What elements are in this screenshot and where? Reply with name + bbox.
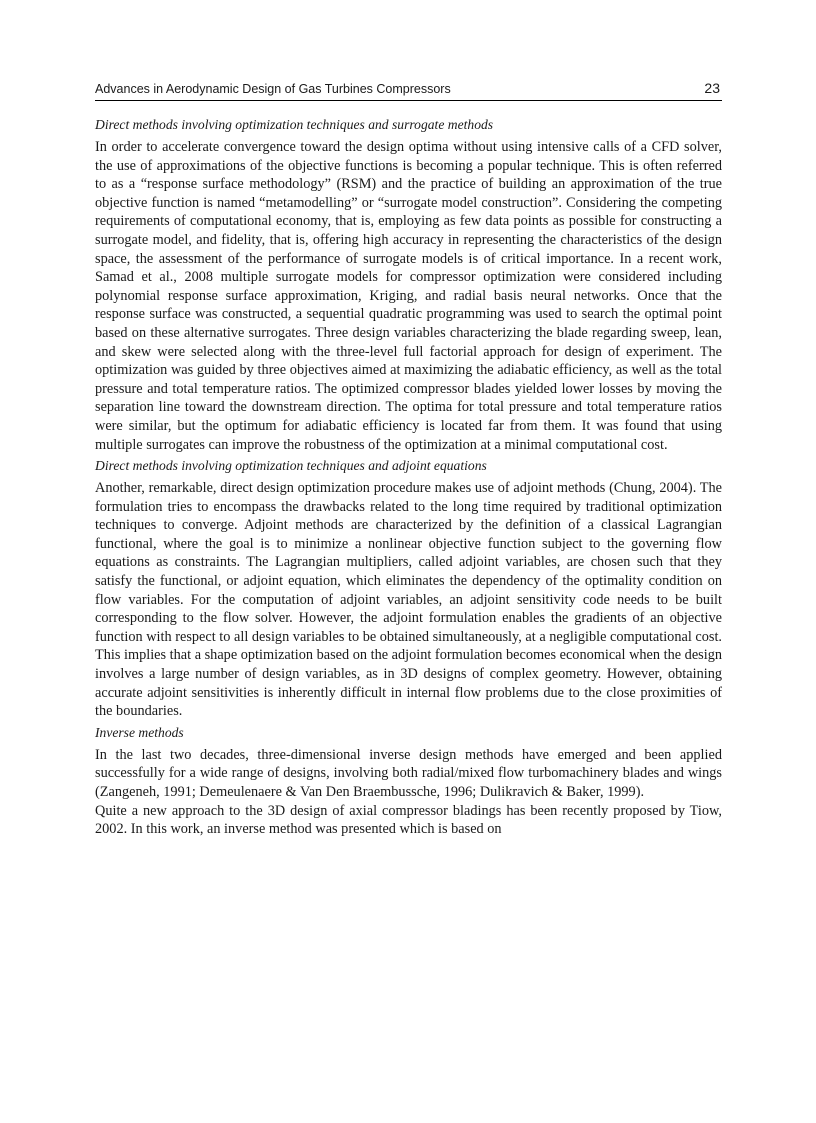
section-heading-inverse-methods: Inverse methods xyxy=(95,724,184,740)
page-body xyxy=(95,116,722,839)
section-heading-adjoint-equations: Direct methods involving optimization techniques and adjoint equations xyxy=(95,458,487,474)
paragraph-inverse-methods-1: In the last two decades, three-dimensional inverse design methods have emerged and been applied successfully for a wide range of designs, involving both radial/mixed flow turbomachinery blades and wings (Zangeneh, 1991; Demeulenaere & Van Den Braembussche, 1996; Dulikravich & Baker, 1999). xyxy=(95,746,722,800)
running-header xyxy=(95,80,722,101)
paragraph-surrogate-methods: In order to accelerate convergence toward the design optima without using intensive calls of a CFD solver, the use of approximations of the objective functions is becoming a popular technique. This is often referred to as a “response surface methodology” (RSM) and the practice of building an approximation of the true objective function is named “metamodelling” or “surrogate model construction”. Considering the competing requirements of computational economy, that is, employing as few data points as possible for constructing a surrogate model, and fidelity, that is, offering high accuracy in representing the characteristics of the design space, the assessment of the performance of surrogate models is of critical importance. In a recent work, Samad et al., 2008 multiple surrogate models for compressor optimization were considered including polynomial response surface approximation, Kriging, and radial basis neural networks. Once that the response surface was constructed, a sequential quadratic programming was used to search the optimal point based on these alternative surrogates. Three design variables characterizing the blade regarding sweep, lean, and skew were selected along with the three-level full factorial approach for design of experiment. The optimization was guided by three objectives aimed at maximizing the adiabatic efficiency, as well as the total pressure and total temperature ratios. The optimized compressor blades yielded lower losses by moving the separation line toward the downstream direction. The optima for total pressure and total temperature ratios were similar, but the optimum for adiabatic efficiency is located far from them. It was found that using multiple surrogates can improve the robustness of the optimization at a minimal computational cost. xyxy=(95,139,722,453)
section-heading-surrogate-methods: Direct methods involving optimization techniques and surrogate methods xyxy=(95,117,494,132)
paragraph-inverse-methods-2: Quite a new approach to the 3D design of axial compressor bladings has been recently proposed by Tiow, 2002. In this work, an inverse method was presented which is based on xyxy=(95,802,722,838)
running-header-title: Advances in Aerodynamic Design of Gas Turbines Compressors xyxy=(95,82,451,96)
paragraph-adjoint-equations: Another, remarkable, direct design optimization procedure makes use of adjoint methods (Chung, 2004). The formulation tries to encompass the drawbacks related to the long time required by traditional optimization techniques to converge. Adjoint methods are characterized by the definition of a classical Lagrangian functional, where the goal is to minimize a nonlinear objective function subject to the governing flow equations as constraints. The Lagrangian multipliers, called adjoint variables, are chosen such that they satisfy the functional, or adjoint equation, which eliminates the dependency of the optimality condition on flow variables. For the computation of adjoint variables, an adjoint sensitivity code needs to be built corresponding to the flow solver. However, the adjoint formulation enables the gradients of an objective function with respect to all design variables to be obtained simultaneously, at a negligible computational cost. This implies that a shape optimization based on the adjoint formulation becomes economical when the design involves a large number of design variables, as in 3D designs of complex geometry. However, obtaining accurate adjoint sensitivities is inherently difficult in internal flow problems due to the close proximities of the boundaries. xyxy=(95,480,722,720)
page-number: 23 xyxy=(704,80,720,96)
